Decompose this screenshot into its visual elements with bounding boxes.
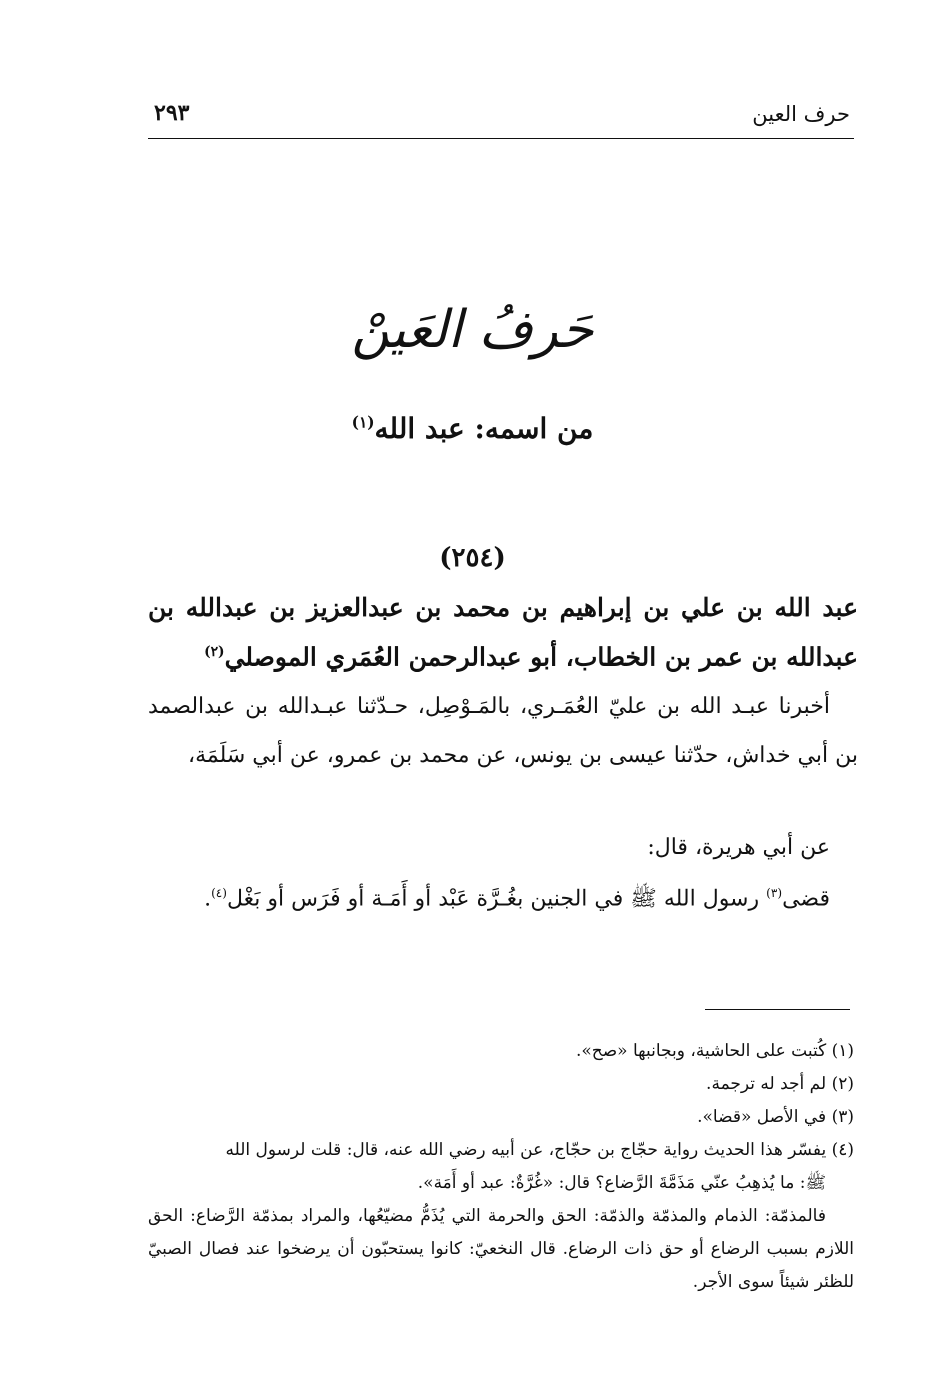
footnote-1: (١) كُتبت على الحاشية، وبجانبها «صح». (575, 1041, 854, 1061)
footnote-separator (705, 1009, 850, 1010)
isnad-paragraph: أخبرنا عبـد الله بن عليّ العُمَـري، بالمَـوْصِل، حـدّثنا عبـدالله بن عبدالصمد بن أبي خداش، حدّثنا عيسى بن يونس، عن محمد بن عمرو، عن أبي سَلَمَة، (148, 694, 858, 768)
footnotes (148, 1035, 854, 1299)
footnote-ref-1: (١) (351, 413, 375, 432)
matn-paragraph (148, 868, 858, 924)
footnote-4-line-2: ﷺ: ما يُذهِبُ عنّي مَذَمَّةَ الرَّضاع؟ قال: «غُرَّةٌ: عبد أو أَمَة». (417, 1173, 826, 1193)
running-header (148, 98, 854, 139)
matn-start: قضى (782, 886, 830, 912)
narrator-line: عن أبي هريرة، قال: (647, 835, 830, 860)
section-heading (0, 412, 945, 445)
footnote-ref-4: (٤) (211, 886, 228, 900)
footnote-ref-2: (٢) (204, 644, 225, 660)
chapter-title: حَرفُ العَينْ (351, 300, 594, 360)
entry-name-text: عبد الله بن علي بن إبراهيم بن محمد بن عبدالعزيز بن عبدالله بن عبدالله بن عمر بن الخطاب، أبو عبدالرحمن العُمَري الموصلي (148, 593, 858, 672)
footnote-2: (٢) لم أجد له ترجمة. (706, 1074, 854, 1094)
section-heading-text: من اسمه: عبد الله (374, 412, 594, 445)
footnote-ref-3: (٣) (766, 886, 783, 900)
page-number: ٢٩٣ (154, 100, 190, 126)
running-title: حرف العين (752, 102, 850, 126)
footnote-3: (٣) في الأصل «قضا». (697, 1107, 854, 1127)
matn-text: رسول الله ﷺ في الجنين بغُـرَّة عَبْد أو أَمَـة أو فَرَس أو بَغْل (227, 886, 767, 912)
matn-end: . (204, 886, 212, 912)
footnote-4-line-1: (٤) يفسّر هذا الحديث رواية حجّاج بن حجّاج، عن أبيه رضي الله عنه، قال: قلت لرسول الله (225, 1140, 854, 1160)
footnote-4-paragraph: فالمذمّة: الذمام والمذمّة والذمّة: الحق والحرمة التي يُذَمُّ مضيّعُها، والمراد بمذمّة الرَّضاع: الحق اللازم بسبب الرضاع أو حق ذات الرضاع. قال النخعيّ: كانوا يستحبّون أن يرضخوا عند فصال الصبيّ للظئر شيئاً سوى الأجر. (148, 1206, 854, 1292)
entry-number: (٢٥٤) (439, 543, 506, 573)
entry-name (148, 585, 858, 679)
